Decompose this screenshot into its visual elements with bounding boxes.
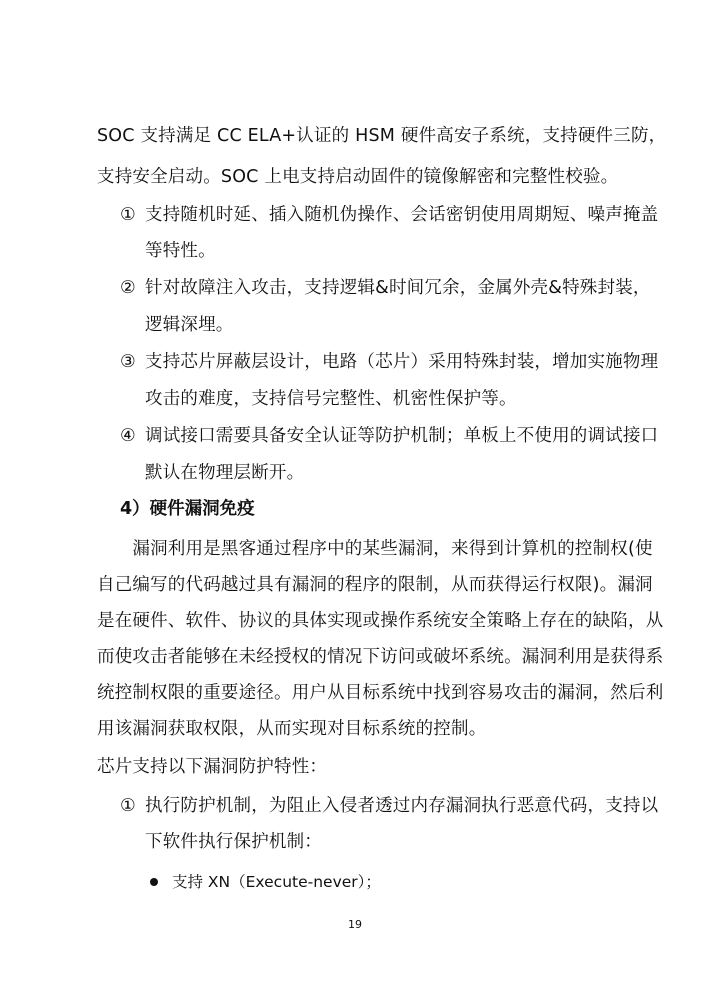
list-marker: ③: [120, 352, 136, 372]
list-item-line: 针对故障注入攻击，支持逻辑&时间冗余，金属外壳&特殊封装，: [145, 278, 651, 298]
paragraph-line: 统控制权限的重要途径。用户从目标系统中找到容易攻击的漏洞，然后利: [97, 683, 664, 703]
intro-line: 支持安全启动。SOC 上电支持启动固件的镜像解密和完整性校验。: [97, 167, 619, 187]
paragraph-line: 而使攻击者能够在未经授权的情况下访问或破坏系统。漏洞利用是获得系: [97, 647, 664, 667]
section-heading: 4）硬件漏洞免疫: [120, 499, 255, 519]
list-marker: ①: [120, 205, 136, 225]
list-item-line: 逻辑深埋。: [145, 315, 234, 335]
paragraph-line: 漏洞利用是黑客通过程序中的某些漏洞，来得到计算机的控制权(使: [97, 539, 653, 559]
list-item-line: 调试接口需要具备安全认证等防护机制；单板上不使用的调试接口: [145, 426, 659, 446]
list-item-line: 等特性。: [145, 241, 216, 261]
list-item-line: 默认在物理层断开。: [145, 463, 305, 483]
list-marker: ①: [120, 796, 136, 816]
bullet-text: 支持 XN（Execute-never）；: [172, 873, 381, 891]
paragraph-line: 是在硬件、软件、协议的具体实现或操作系统安全策略上存在的缺陷，从: [97, 611, 664, 631]
list-item-line: 下软件执行保护机制：: [145, 832, 322, 852]
paragraph-line: 自己编写的代码越过具有漏洞的程序的限制，从而获得运行权限)。漏洞: [97, 575, 653, 595]
intro-line: SOC 支持满足 CC ELA+认证的 HSM 硬件高安子系统，支持硬件三防，: [97, 126, 667, 146]
bullet-dot-icon: [150, 878, 158, 886]
list-item-line: 支持随机时延、插入随机伪操作、会话密钥使用周期短、噪声掩盖: [145, 205, 659, 225]
page-number: 19: [348, 918, 362, 931]
list-marker: ④: [120, 426, 136, 446]
list-item-line: 执行防护机制，为阻止入侵者透过内存漏洞执行恶意代码，支持以: [145, 796, 659, 816]
chip-support-line: 芯片支持以下漏洞防护特性：: [97, 757, 328, 777]
list-item-line: 支持芯片屏蔽层设计，电路（芯片）采用特殊封装，增加实施物理: [145, 352, 659, 372]
paragraph-line: 用该漏洞获取权限，从而实现对目标系统的控制。: [97, 719, 487, 739]
list-item-line: 攻击的难度，支持信号完整性、机密性保护等。: [145, 389, 517, 409]
list-marker: ②: [120, 278, 136, 298]
